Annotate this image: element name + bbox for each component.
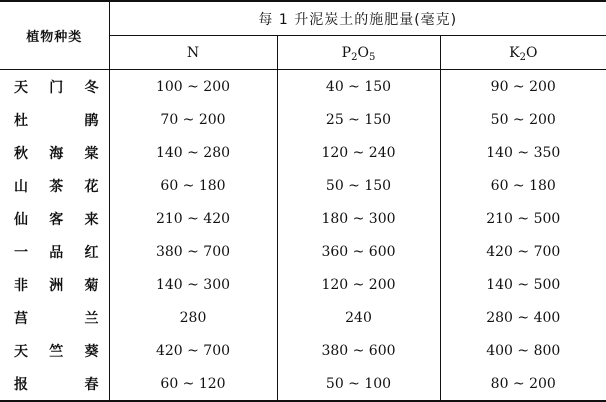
n-value: 60 ~ 180 [109, 169, 277, 202]
plant-name: 天门冬 [0, 70, 109, 104]
n-value: 210 ~ 420 [109, 202, 277, 235]
table-header [0, 1, 606, 70]
table-row [0, 268, 606, 301]
n-value: 60 ~ 120 [109, 367, 277, 401]
plant-name: 一品红 [0, 235, 109, 268]
p2o5-value: 120 ~ 200 [277, 268, 440, 301]
p2o5-value: 50 ~ 150 [277, 169, 440, 202]
n-value: 140 ~ 300 [109, 268, 277, 301]
plant-name: 山茶花 [0, 169, 109, 202]
p2o5-value: 50 ~ 100 [277, 367, 440, 401]
k2o-value: 90 ~ 200 [490, 78, 556, 95]
column-header-p2o5: $P_2O_5$ [277, 36, 440, 70]
n-value: 70 ~ 200 [109, 103, 277, 136]
table-row [0, 334, 606, 367]
plant-name: 杜鹃 [0, 103, 109, 136]
p2o5-value: 240 [277, 301, 440, 334]
column-header-n: N [109, 36, 277, 70]
k2o-value: 140 ~ 500 [486, 276, 561, 293]
k2o-value: 140 ~ 350 [486, 144, 561, 161]
table-row [0, 202, 606, 235]
plant-name: 秋海棠 [0, 136, 109, 169]
k2o-value: 60 ~ 180 [490, 177, 556, 194]
plant-name: 天竺葵 [0, 334, 109, 367]
p2o5-value: 180 ~ 300 [277, 202, 440, 235]
table-row [0, 169, 606, 202]
n-value: 420 ~ 700 [109, 334, 277, 367]
fertilizer-amount-header: 每 1 升泥炭土的施肥量(毫克) [109, 1, 606, 36]
k2o-value: 210 ~ 500 [486, 210, 561, 227]
column-header-k2o: $K_2O$ [440, 36, 606, 70]
n-value: 380 ~ 700 [109, 235, 277, 268]
table-row [0, 103, 606, 136]
k2o-value: 420 ~ 700 [486, 243, 561, 260]
table-row [0, 367, 606, 401]
k2o-value: 400 ~ 800 [486, 342, 561, 359]
table-row [0, 301, 606, 334]
table-row [0, 235, 606, 268]
plant-name: 报春 [0, 367, 109, 401]
p2o5-value: 380 ~ 600 [277, 334, 440, 367]
p2o5-value: 40 ~ 150 [277, 70, 440, 104]
n-value: 100 ~ 200 [109, 70, 277, 104]
table-row [0, 136, 606, 169]
n-value: 140 ~ 280 [109, 136, 277, 169]
table-row [0, 70, 606, 104]
plant-type-header: 植物种类 [0, 1, 109, 70]
plant-name: 非洲菊 [0, 268, 109, 301]
p2o5-value: 120 ~ 240 [277, 136, 440, 169]
k2o-value: 50 ~ 200 [490, 111, 556, 128]
n-value: 280 [109, 301, 277, 334]
table-body [0, 70, 606, 402]
p2o5-value: 360 ~ 600 [277, 235, 440, 268]
plant-name: 仙客来 [0, 202, 109, 235]
k2o-value: 280 ~ 400 [486, 309, 561, 326]
plant-name: 莒兰 [0, 301, 109, 334]
k2o-value: 80 ~ 200 [440, 367, 606, 401]
p2o5-value: 25 ~ 150 [277, 103, 440, 136]
